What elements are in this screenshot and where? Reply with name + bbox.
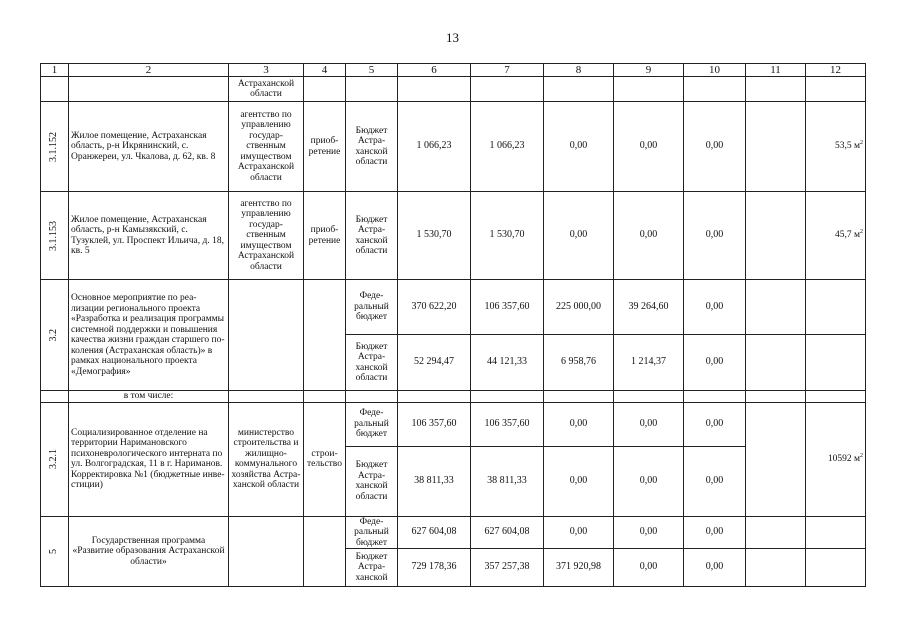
source-cell: Бюджет Астраханской области — [346, 102, 398, 192]
agency-cell: Астраханской области — [229, 77, 304, 102]
value-cell: 6 958,76 — [544, 335, 614, 391]
area-cell: 45,7 $м^2$ — [806, 192, 866, 280]
value-cell: 1 066,23 — [398, 102, 471, 192]
value-cell: 1 214,37 — [614, 335, 684, 391]
header-cell: 5 — [346, 64, 398, 77]
row-name: Государственная программа «Развитие образования Астраханской области» — [69, 516, 229, 587]
value-cell: 729 178,36 — [398, 549, 471, 587]
header-cell: 8 — [544, 64, 614, 77]
header-cell: 2 — [69, 64, 229, 77]
value-cell: 0,00 — [684, 335, 746, 391]
value-cell: 52 294,47 — [398, 335, 471, 391]
row-code: 5 — [48, 548, 60, 554]
value-cell: 370 622,20 — [398, 280, 471, 335]
in-total-label: в том числе: — [69, 391, 229, 403]
header-cell: 10 — [684, 64, 746, 77]
value-cell: 0,00 — [684, 402, 746, 446]
value-cell: 0,00 — [614, 192, 684, 280]
header-row — [41, 64, 866, 77]
value-cell: 371 920,98 — [544, 549, 614, 587]
agency-cell: агентство по управлению государственным имуществом Астраханской области — [229, 102, 304, 192]
source-cell: Федеральный бюджет — [346, 402, 398, 446]
area-cell: 10592 $м^2$ — [806, 402, 866, 516]
value-cell: 38 811,33 — [398, 446, 471, 516]
header-cell: 6 — [398, 64, 471, 77]
header-cell: 3 — [229, 64, 304, 77]
table-row — [41, 77, 866, 102]
table-row — [41, 280, 866, 335]
value-cell: 0,00 — [684, 280, 746, 335]
value-cell: 0,00 — [544, 402, 614, 446]
type-cell: приобретение — [304, 102, 346, 192]
value-cell: 0,00 — [544, 446, 614, 516]
table-row — [41, 192, 866, 280]
value-cell: 627 604,08 — [471, 516, 544, 549]
value-cell: 106 357,60 — [471, 280, 544, 335]
source-cell: Федеральный бюджет — [346, 280, 398, 335]
value-cell: 0,00 — [684, 549, 746, 587]
table-row — [41, 402, 866, 446]
table-row — [41, 102, 866, 192]
value-cell: 0,00 — [614, 402, 684, 446]
area-cell: 53,5 $м^2$ — [806, 102, 866, 192]
header-cell: 9 — [614, 64, 684, 77]
row-code: 3.2 — [48, 328, 60, 342]
value-cell: 0,00 — [614, 549, 684, 587]
agency-cell: министерство строительства и жилищно-коммунального хозяйства Астраханской области — [229, 402, 304, 516]
value-cell: 0,00 — [684, 102, 746, 192]
value-cell: 1 530,70 — [471, 192, 544, 280]
source-cell: Бюджет Астраханской — [346, 549, 398, 587]
row-code: 3.1.152 — [48, 131, 60, 162]
value-cell: 106 357,60 — [471, 402, 544, 446]
row-code: 3.1.153 — [48, 220, 60, 251]
value-cell: 0,00 — [544, 102, 614, 192]
row-name: Основное мероприятие по реализации регионального проекта «Разработка и реализация программы системной поддержки и повышения качества жизни граждан старшего поколения (Астраханская область)» в рамках национального проекта «Демография» — [69, 280, 229, 391]
value-cell: 44 121,33 — [471, 335, 544, 391]
value-cell: 1 066,23 — [471, 102, 544, 192]
header-cell: 4 — [304, 64, 346, 77]
value-cell: 0,00 — [614, 516, 684, 549]
value-cell: 225 000,00 — [544, 280, 614, 335]
value-cell: 38 811,33 — [471, 446, 544, 516]
value-cell: 0,00 — [614, 102, 684, 192]
value-cell: 0,00 — [684, 516, 746, 549]
table-row — [41, 391, 866, 403]
value-cell: 627 604,08 — [398, 516, 471, 549]
program-table — [40, 63, 866, 587]
value-cell: 0,00 — [684, 446, 746, 516]
source-cell: Бюджет Астраханской области — [346, 335, 398, 391]
row-name: Жилое помещение, Астраханская область, р-н Камызякский, с. Тузуклей, ул. Проспект Ильича, д. 18, кв. 5 — [69, 192, 229, 280]
source-cell: Федеральный бюджет — [346, 516, 398, 549]
table-row — [41, 516, 866, 549]
row-code: 3.2.1 — [48, 449, 60, 469]
value-cell: 106 357,60 — [398, 402, 471, 446]
value-cell: 1 530,70 — [398, 192, 471, 280]
value-cell: 0,00 — [684, 192, 746, 280]
type-cell: строительство — [304, 402, 346, 516]
agency-cell: агентство по управлению государственным имуществом Астраханской области — [229, 192, 304, 280]
value-cell: 39 264,60 — [614, 280, 684, 335]
source-cell: Бюджет Астраханской области — [346, 446, 398, 516]
header-cell: 11 — [746, 64, 806, 77]
source-cell: Бюджет Астраханской области — [346, 192, 398, 280]
value-cell: 0,00 — [544, 516, 614, 549]
value-cell: 0,00 — [614, 446, 684, 516]
row-name: Социализированное отделение на территории Наримановского психоневрологического интерната по ул. Волгоградская, 11 в г. Нариманов. Корректировка №1 (бюджетные инвестиции) — [69, 402, 229, 516]
header-cell: 1 — [41, 64, 69, 77]
header-cell: 7 — [471, 64, 544, 77]
header-cell: 12 — [806, 64, 866, 77]
type-cell: приобретение — [304, 192, 346, 280]
value-cell: 357 257,38 — [471, 549, 544, 587]
value-cell: 0,00 — [544, 192, 614, 280]
page-number: 13 — [446, 30, 459, 45]
row-name: Жилое помещение, Астраханская область, р-н Икрянинский, с. Оранжереи, ул. Чкалова, д. 62, кв. 8 — [69, 102, 229, 192]
